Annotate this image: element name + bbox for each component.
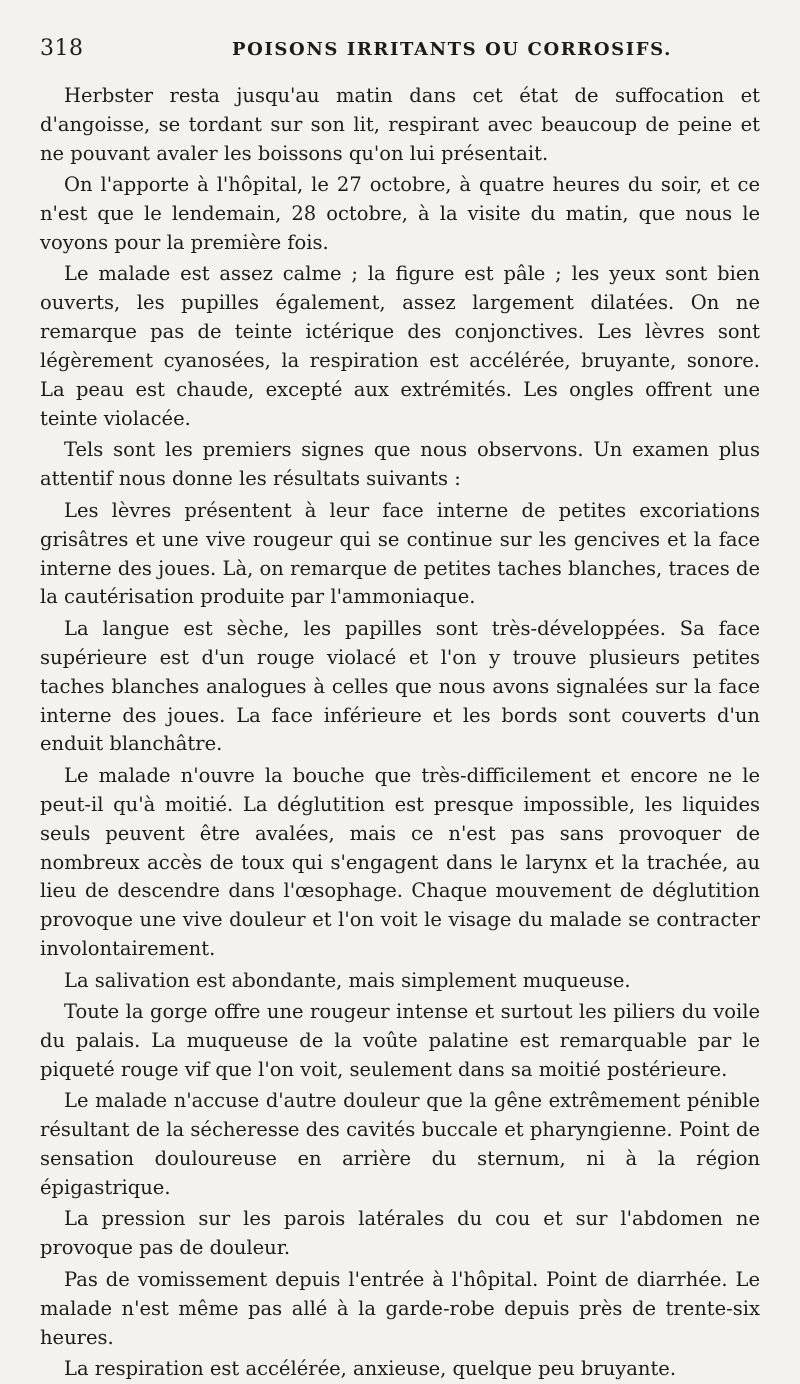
paragraph: La salivation est abondante, mais simplement muqueuse. [64, 968, 631, 992]
paragraph: Pas de vomissement depuis l'entrée à l'hôpital. Point de diarrhée. Le malade n'est même pas allé à la garde-robe depuis près de trente-six heures. [40, 1267, 760, 1349]
paragraph: Le malade est assez calme ; la figure est pâle ; les yeux sont bien ouverts, les pupilles également, assez largement dilatées. On ne remarque pas de teinte ictérique des conjonctives. Les lèvres sont légèrement cyanosées, la respiration est accélérée, bruyante, sonore. La peau est chaude, excepté aux extrémités. Les ongles offrent une teinte violacée. [40, 262, 760, 430]
page-number: 318 [40, 36, 84, 61]
paragraph: Le malade n'ouvre la bouche que très-difficilement et encore ne le peut-il qu'à moitié. La déglutition est presque impossible, les liquides seuls peuvent être avalées, mais ce n'est pas sans provoquer de nombreux accès de toux qui s'engagent dans le larynx et la trachée, au lieu de descendre dans l'œsophage. Chaque mouvement de déglutition provoque une vive douleur et l'on voit le visage du malade se contracter involontairement. [40, 763, 760, 961]
paragraph: On l'apporte à l'hôpital, le 27 octobre, à quatre heures du soir, et ce n'est que le lendemain, 28 octobre, à la visite du matin, que nous le voyons pour la première fois. [40, 173, 760, 255]
paragraph: La respiration est accélérée, anxieuse, quelque peu bruyante. [64, 1356, 677, 1380]
body-text [40, 82, 760, 1384]
paragraph: Tels sont les premiers signes que nous observons. Un examen plus attentif nous donne les résultats suivants : [40, 438, 760, 491]
paragraph: Toute la gorge offre une rougeur intense et surtout les piliers du voile du palais. La muqueuse de la voûte palatine est remarquable par le piqueté rouge vif que l'on voit, seulement dans sa moitié postérieure. [40, 1000, 760, 1081]
paragraph: Le malade n'accuse d'autre douleur que la gêne extrêmement pénible résultant de la sécheresse des cavités buccale et pharyngienne. Point de sensation douloureuse en arrière du sternum, ni à la région épigastrique. [40, 1089, 760, 1200]
paragraph: La langue est sèche, les papilles sont très-développées. Sa face supérieure est d'un rouge violacé et l'on y trouve plusieurs petites taches blanches analogues à celles que nous avons signalées sur la face interne des joues. La face inférieure et les bords sont couverts d'un enduit blanchâtre. [40, 616, 760, 756]
running-title: POISONS IRRITANTS OU CORROSIFS. [232, 39, 672, 60]
paragraph: Herbster resta jusqu'au matin dans cet état de suffocation et d'angoisse, se tordant sur son lit, respirant avec beaucoup de peine et ne pouvant avaler les boissons qu'on lui présentait. [40, 84, 760, 165]
paragraph: La pression sur les parois latérales du cou et sur l'abdomen ne provoque pas de douleur. [40, 1207, 760, 1260]
page-header [40, 36, 760, 76]
paragraph: Les lèvres présentent à leur face interne de petites excoriations grisâtres et une vive rougeur qui se continue sur les gencives et la face interne des joues. Là, on remarque de petites taches blanches, traces de la cautérisation produite par l'ammoniaque. [40, 498, 760, 609]
